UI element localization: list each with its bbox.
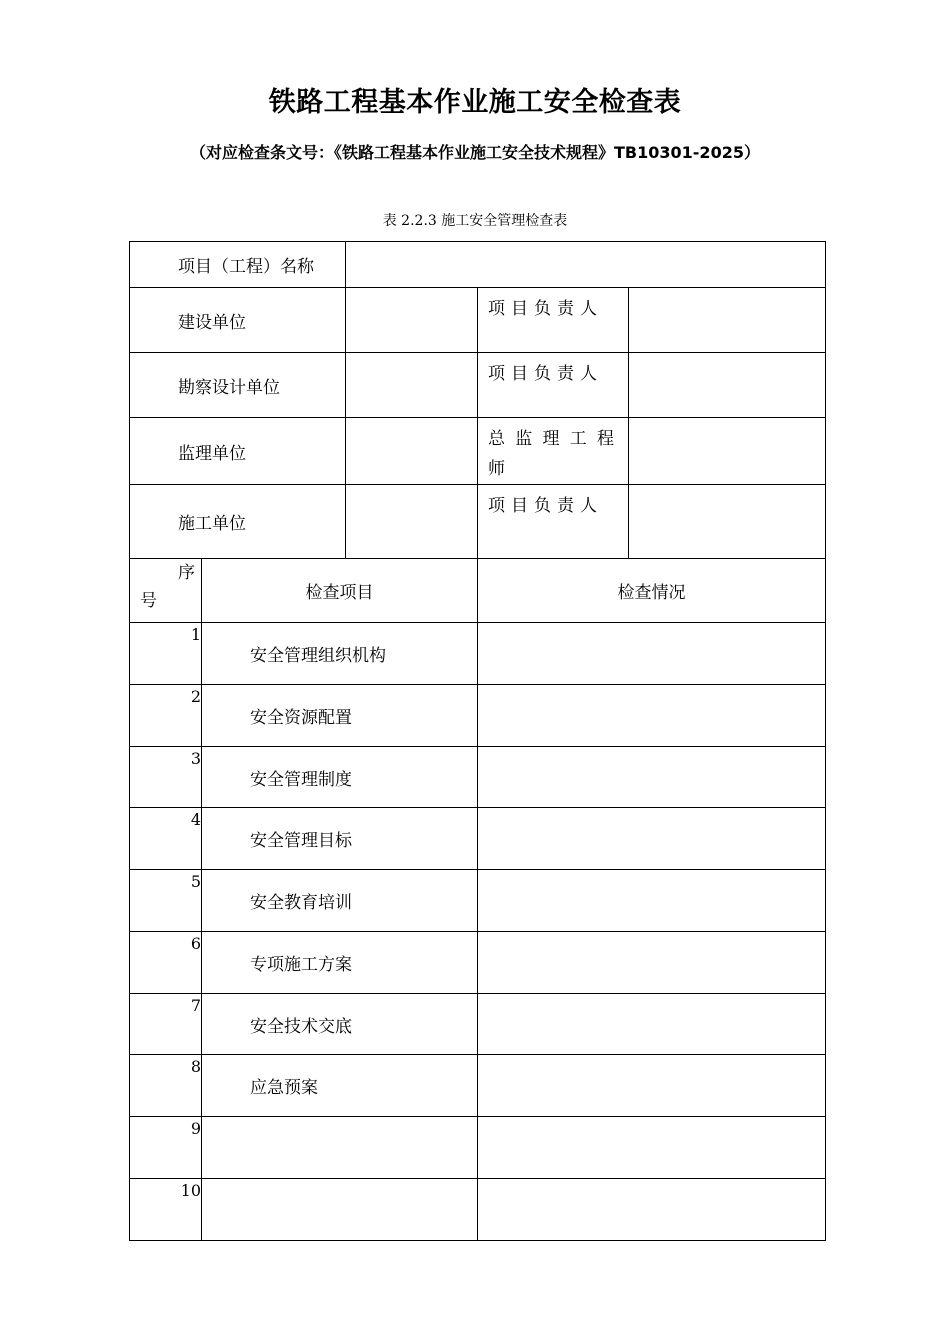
info-row-construction xyxy=(130,288,826,353)
row-number: 4 xyxy=(130,808,202,870)
row-number: 10 xyxy=(130,1179,202,1241)
row-item: 应急预案 xyxy=(202,1055,478,1117)
row-status[interactable] xyxy=(478,747,826,808)
row-number: 8 xyxy=(130,1055,202,1117)
info-value[interactable] xyxy=(346,485,478,559)
row-status[interactable] xyxy=(478,1179,826,1241)
row-number: 9 xyxy=(130,1117,202,1179)
role-label xyxy=(478,353,629,418)
document-subtitle: （对应检查条文号：《铁路工程基本作业施工安全技术规程》TB10301-2025） xyxy=(190,143,760,162)
row-status[interactable] xyxy=(478,1117,826,1179)
project-name-row xyxy=(130,242,826,288)
role-label xyxy=(478,418,629,485)
row-number: 6 xyxy=(130,932,202,994)
row-status[interactable] xyxy=(478,685,826,747)
status-header: 检查情况 xyxy=(478,559,826,623)
role-text: 项目负责人 xyxy=(488,364,603,384)
row-status[interactable] xyxy=(478,870,826,932)
role-text: 总监理工程师 xyxy=(488,429,620,479)
seq-header-bottom: 号 xyxy=(140,591,157,611)
row-status[interactable] xyxy=(478,1055,826,1117)
table-row xyxy=(130,994,826,1055)
row-item: 安全教育培训 xyxy=(202,870,478,932)
project-name-label: 项目（工程）名称 xyxy=(130,242,346,288)
table-row xyxy=(130,747,826,808)
role-value[interactable] xyxy=(629,485,826,559)
row-status[interactable] xyxy=(478,623,826,685)
info-label: 勘察设计单位 xyxy=(130,353,346,418)
table-row xyxy=(130,808,826,870)
role-value[interactable] xyxy=(629,288,826,353)
row-status[interactable] xyxy=(478,932,826,994)
row-status[interactable] xyxy=(478,808,826,870)
checklist-header-row xyxy=(130,559,826,623)
row-item: 安全资源配置 xyxy=(202,685,478,747)
role-text: 项目负责人 xyxy=(488,299,603,319)
role-text: 项目负责人 xyxy=(488,496,603,516)
table-row xyxy=(130,1179,826,1241)
table-row xyxy=(130,623,826,685)
seq-header-top: 序 xyxy=(178,563,195,583)
item-header: 检查项目 xyxy=(202,559,478,623)
table-row xyxy=(130,1055,826,1117)
role-label xyxy=(478,288,629,353)
row-item: 安全技术交底 xyxy=(202,994,478,1055)
row-item: 安全管理组织机构 xyxy=(202,623,478,685)
row-number: 7 xyxy=(130,994,202,1055)
document-title: 铁路工程基本作业施工安全检查表 xyxy=(268,87,682,118)
table-row xyxy=(130,932,826,994)
row-number: 5 xyxy=(130,870,202,932)
info-label: 监理单位 xyxy=(130,418,346,485)
table-row xyxy=(130,870,826,932)
info-value[interactable] xyxy=(346,353,478,418)
info-row-design xyxy=(130,353,826,418)
row-number: 2 xyxy=(130,685,202,747)
info-row-supervision xyxy=(130,418,826,485)
seq-header xyxy=(130,559,202,623)
role-value[interactable] xyxy=(629,353,826,418)
row-item xyxy=(202,1117,478,1179)
row-number: 3 xyxy=(130,747,202,808)
row-status[interactable] xyxy=(478,994,826,1055)
row-item xyxy=(202,1179,478,1241)
table-caption: 表 2.2.3 施工安全管理检查表 xyxy=(382,213,568,229)
table-row xyxy=(130,1117,826,1179)
role-label xyxy=(478,485,629,559)
table-row xyxy=(130,685,826,747)
project-name-value[interactable] xyxy=(346,242,826,288)
row-number: 1 xyxy=(130,623,202,685)
row-item: 安全管理制度 xyxy=(202,747,478,808)
info-value[interactable] xyxy=(346,418,478,485)
info-row-contractor xyxy=(130,485,826,559)
info-value[interactable] xyxy=(346,288,478,353)
info-label: 施工单位 xyxy=(130,485,346,559)
inspection-table xyxy=(129,241,826,1241)
row-item: 专项施工方案 xyxy=(202,932,478,994)
row-item: 安全管理目标 xyxy=(202,808,478,870)
info-label: 建设单位 xyxy=(130,288,346,353)
role-value[interactable] xyxy=(629,418,826,485)
